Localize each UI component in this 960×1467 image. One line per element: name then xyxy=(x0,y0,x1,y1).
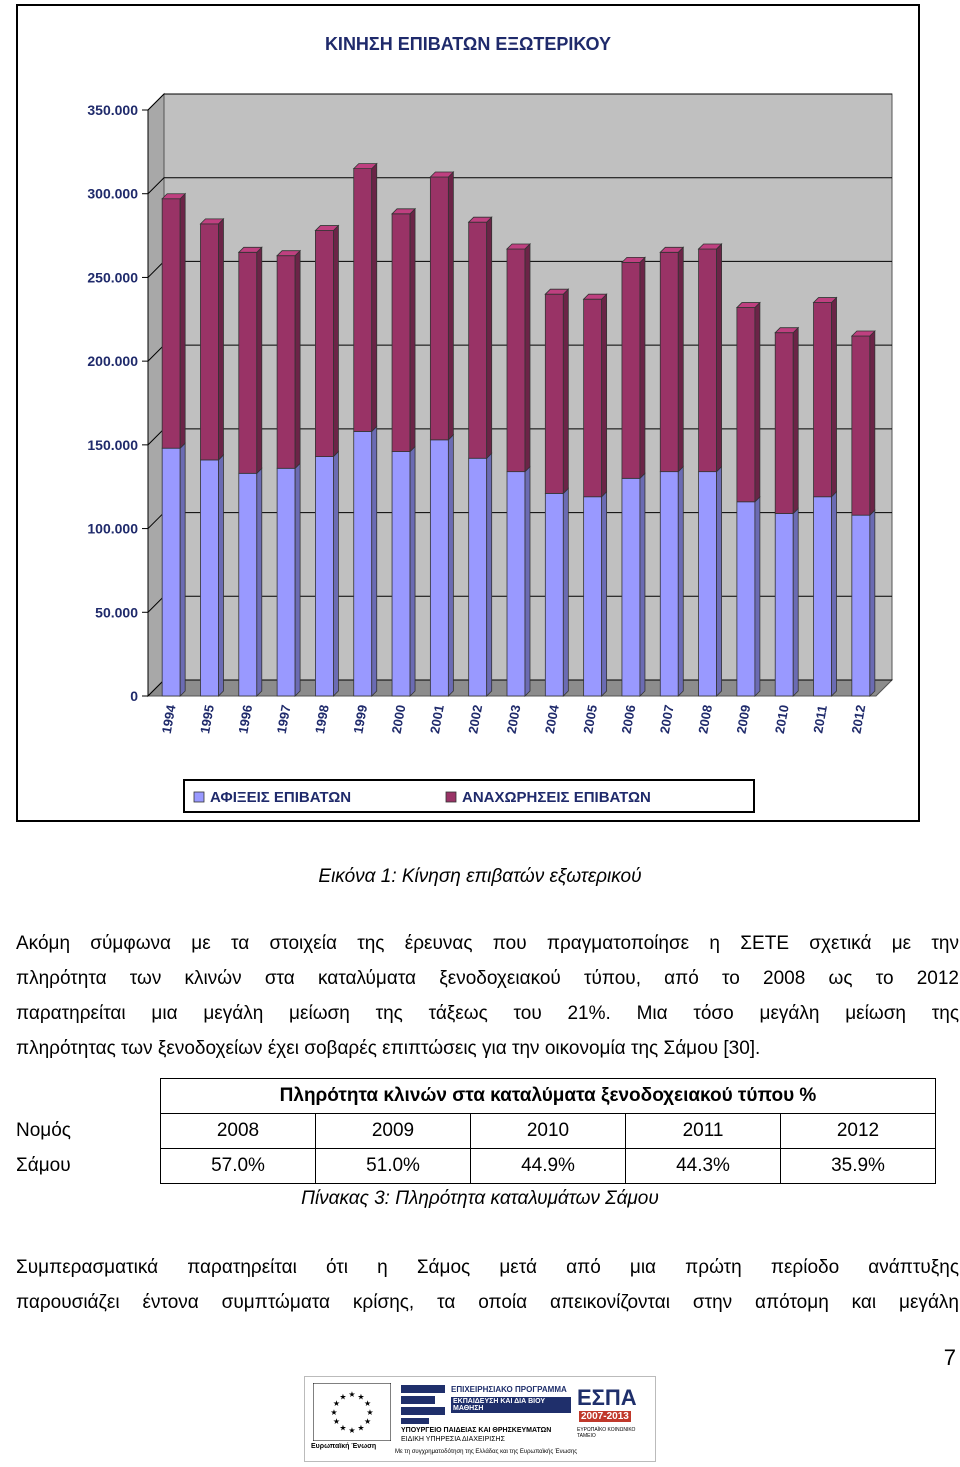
row-label-bottom: Σάμου xyxy=(16,1155,71,1176)
passenger-chart xyxy=(16,4,920,822)
eu-star-icon: ★ xyxy=(348,1390,356,1399)
bar-arrivals-side xyxy=(525,467,530,696)
x-tick-label: 2008 xyxy=(695,703,716,735)
bar-departures-side xyxy=(602,294,607,497)
chart-title: ΚΙΝΗΣΗ ΕΠΙΒΑΤΩΝ ΕΞΩΤΕΡΙΚΟΥ xyxy=(324,34,612,54)
x-tick-label: 2003 xyxy=(503,703,524,735)
bar-departures xyxy=(775,333,793,514)
bar-departures-side xyxy=(333,226,338,457)
value-cell: 44.9% xyxy=(471,1149,626,1184)
bar-arrivals-side xyxy=(793,509,798,696)
year-cell: 2012 xyxy=(781,1114,936,1149)
bar-arrivals xyxy=(622,478,640,696)
paragraph-line: πληρότητα των κλινών στα καταλύματα ξενοδοχειακού τύπου, από το 2008 ως το 2012 xyxy=(16,968,959,989)
program-emblem-icon xyxy=(401,1385,445,1425)
bar-arrivals xyxy=(315,457,333,696)
program-line1: ΕΠΙΧΕΙΡΗΣΙΑΚΟ ΠΡΟΓΡΑΜΜΑ xyxy=(451,1385,567,1394)
bar-arrivals-side xyxy=(257,468,262,696)
x-tick-label: 2010 xyxy=(771,703,792,735)
x-tick-label: 2009 xyxy=(733,703,754,735)
y-tick-label: 300.000 xyxy=(87,185,138,202)
value-cell: 44.3% xyxy=(626,1149,781,1184)
value-cell: 35.9% xyxy=(781,1149,936,1184)
eu-star-icon: ★ xyxy=(330,1408,338,1417)
table-title: Πληρότητα κλινών στα καταλύματα ξενοδοχειακού τύπου % xyxy=(161,1079,936,1114)
eu-star-icon: ★ xyxy=(332,1417,340,1426)
x-tick-label: 1996 xyxy=(235,703,256,735)
bar-arrivals-side xyxy=(640,473,645,696)
agency-name: ΕΙΔΙΚΗ ΥΠΗΡΕΣΙΑ ΔΙΑΧΕΙΡΙΣΗΣ xyxy=(401,1436,505,1443)
eu-star-icon: ★ xyxy=(339,1392,347,1402)
x-tick-label: 2012 xyxy=(848,703,869,735)
bar-departures xyxy=(545,294,563,493)
bar-departures xyxy=(699,249,717,472)
eu-star-icon: ★ xyxy=(357,1392,365,1402)
y-tick-label: 100.000 xyxy=(87,520,138,537)
table-caption: Πίνακας 3: Πληρότητα καταλυμάτων Σάμου xyxy=(301,1188,659,1209)
bar-departures-side xyxy=(218,219,223,460)
bar-arrivals-side xyxy=(372,426,377,696)
bar-departures xyxy=(507,249,525,472)
paragraph-conclusion xyxy=(16,1250,959,1320)
bar-arrivals-side xyxy=(755,497,760,696)
x-tick-label: 1995 xyxy=(197,703,217,735)
bar-arrivals xyxy=(354,431,372,696)
bar-departures-side xyxy=(870,331,875,515)
year-cell: 2009 xyxy=(316,1114,471,1149)
bar-arrivals xyxy=(430,440,448,696)
cofinance-text: Με τη συγχρηματοδότηση της Ελλάδας και της Ευρωπαϊκής Ένωσης xyxy=(395,1449,578,1455)
bar-departures xyxy=(814,303,832,497)
bar-arrivals-side xyxy=(180,443,185,696)
x-tick-label: 1999 xyxy=(350,703,371,735)
y-tick-label: 350.000 xyxy=(87,102,138,118)
bar-arrivals-side xyxy=(487,453,492,696)
bar-departures-side xyxy=(180,194,185,448)
bar-arrivals xyxy=(737,502,755,696)
chart-svg xyxy=(18,6,918,820)
x-tick-label: 2004 xyxy=(541,703,562,735)
bar-arrivals xyxy=(469,458,487,696)
espa-title: ΕΣΠΑ xyxy=(577,1385,637,1410)
bar-departures xyxy=(852,336,870,515)
bar-arrivals-side xyxy=(448,435,453,696)
bar-arrivals xyxy=(814,497,832,696)
paragraph-line: παρατηρείται μια μεγάλη μείωση της τάξεως του 21%. Μια τόσο μεγάλη μείωση της xyxy=(16,1003,959,1024)
bar-departures xyxy=(392,214,410,452)
bar-departures-side xyxy=(640,257,645,478)
eu-star-icon: ★ xyxy=(357,1423,365,1433)
bar-arrivals xyxy=(775,514,793,696)
program-logo xyxy=(401,1383,571,1443)
paragraph-occupancy xyxy=(16,926,959,1066)
y-tick-label: 0 xyxy=(130,688,138,704)
x-tick-label: 2011 xyxy=(810,704,830,735)
legend-label-departures: ΑΝΑΧΩΡΗΣΕΙΣ ΕΠΙΒΑΤΩΝ xyxy=(462,789,651,806)
year-cell: 2008 xyxy=(161,1114,316,1149)
bar-departures-side xyxy=(448,172,453,440)
bar-departures-side xyxy=(257,247,262,473)
bar-departures xyxy=(162,199,180,448)
x-tick-label: 2007 xyxy=(656,703,677,735)
x-tick-label: 1994 xyxy=(158,703,179,735)
bar-departures xyxy=(200,224,218,460)
bar-departures xyxy=(737,308,755,502)
occupancy-table xyxy=(4,1078,936,1184)
bar-arrivals-side xyxy=(295,463,300,696)
bar-departures xyxy=(469,222,487,458)
y-tick-label: 250.000 xyxy=(87,269,138,286)
eu-star-icon: ★ xyxy=(366,1408,374,1417)
bar-arrivals xyxy=(584,497,602,696)
bar-departures-side xyxy=(295,251,300,469)
year-cell: 2010 xyxy=(471,1114,626,1149)
bar-arrivals-side xyxy=(410,447,415,696)
paragraph-line: παρουσιάζει έντονα συμπτώματα κρίσης, τα οποία απεικονίζονται στην απότομη και μεγάλη xyxy=(16,1292,959,1313)
bar-arrivals-side xyxy=(218,455,223,696)
espa-years: 2007-2013 xyxy=(581,1411,629,1422)
bar-arrivals-side xyxy=(678,467,683,696)
x-tick-label: 2006 xyxy=(618,703,639,735)
bar-arrivals xyxy=(852,515,870,696)
page-number: 7 xyxy=(943,1345,956,1370)
legend-label-arrivals: ΑΦΙΞΕΙΣ ΕΠΙΒΑΤΩΝ xyxy=(210,789,352,806)
paragraph-line: Ακόμη σύμφωνα με τα στοιχεία της έρευνας που πραγματοποίησε η ΣΕΤΕ σχετικά με την xyxy=(16,933,959,954)
eu-star-icon: ★ xyxy=(339,1423,347,1433)
bar-departures-side xyxy=(410,209,415,452)
bar-departures-side xyxy=(678,247,683,471)
eu-star-icon: ★ xyxy=(364,1417,372,1426)
eu-star-icon: ★ xyxy=(332,1399,340,1408)
bar-arrivals xyxy=(200,460,218,696)
legend-swatch-arrivals xyxy=(194,792,204,802)
bar-departures-side xyxy=(793,328,798,514)
bar-arrivals xyxy=(239,473,257,696)
bar-departures xyxy=(622,262,640,478)
x-tick-label: 2001 xyxy=(427,703,447,735)
bar-arrivals-side xyxy=(717,467,722,696)
bar-departures-side xyxy=(487,217,492,458)
bar-departures-side xyxy=(832,298,837,497)
bar-arrivals xyxy=(507,472,525,696)
eu-star-icon: ★ xyxy=(348,1426,356,1435)
bar-departures xyxy=(430,177,448,440)
paragraph-line: Συμπερασματικά παρατηρείται ότι η Σάμος μετά από μια πρώτη περίοδο ανάπτυξης xyxy=(16,1257,959,1278)
eu-label: Ευρωπαϊκή Ένωση xyxy=(311,1443,377,1450)
x-tick-label: 1997 xyxy=(273,703,294,735)
year-cell: 2011 xyxy=(626,1114,781,1149)
bar-departures-side xyxy=(372,164,377,432)
bar-arrivals-side xyxy=(602,492,607,696)
bar-arrivals-side xyxy=(832,492,837,696)
bar-arrivals xyxy=(277,468,295,696)
bar-departures-side xyxy=(525,244,530,472)
legend-swatch-departures xyxy=(446,792,456,802)
bar-departures xyxy=(315,231,333,457)
bar-arrivals xyxy=(545,493,563,696)
value-cell: 51.0% xyxy=(316,1149,471,1184)
plot-side-wall xyxy=(148,94,164,696)
espa-sub: ΕΥΡΩΠΑΪΚΟ ΚΟΙΝΩΝΙΚΟ ΤΑΜΕΙΟ xyxy=(577,1427,636,1439)
bar-departures xyxy=(354,169,372,432)
bar-departures-side xyxy=(563,289,568,493)
row-label-top: Νομός xyxy=(16,1120,71,1141)
bar-departures xyxy=(660,252,678,471)
bar-arrivals xyxy=(162,448,180,696)
y-tick-label: 150.000 xyxy=(87,436,138,453)
program-line2: ΕΚΠΑΙΔΕΥΣΗ ΚΑΙ ΔΙΑ ΒΙΟΥ ΜΑΘΗΣΗ xyxy=(451,1397,571,1413)
figure-caption: Εικόνα 1: Κίνηση επιβατών εξωτερικού xyxy=(318,866,642,887)
eu-flag-icon xyxy=(313,1383,391,1441)
espa-logo xyxy=(577,1383,653,1445)
bar-departures-side xyxy=(717,244,722,472)
y-tick-label: 50.000 xyxy=(95,604,138,621)
x-tick-label: 2000 xyxy=(388,703,409,735)
paragraph-line: πληρότητας των ξενοδοχείων έχει σοβαρές επιπτώσεις για την οικονομία της Σάμου [30]. xyxy=(16,1038,761,1059)
x-tick-label: 2005 xyxy=(580,703,601,735)
y-tick-label: 200.000 xyxy=(87,353,138,370)
ministry-name: ΥΠΟΥΡΓΕΙΟ ΠΑΙΔΕΙΑΣ ΚΑΙ ΘΡΗΣΚΕΥΜΑΤΩΝ xyxy=(401,1427,552,1434)
bar-arrivals-side xyxy=(870,510,875,696)
bar-departures xyxy=(584,299,602,497)
bar-arrivals xyxy=(392,452,410,696)
bar-arrivals-side xyxy=(563,488,568,696)
bar-arrivals xyxy=(699,472,717,696)
bar-arrivals xyxy=(660,472,678,696)
x-tick-label: 1998 xyxy=(312,703,332,735)
bar-departures-side xyxy=(755,303,760,502)
eu-star-icon: ★ xyxy=(364,1399,372,1408)
bar-arrivals-side xyxy=(333,452,338,696)
footer-logos xyxy=(304,1376,656,1462)
bar-departures xyxy=(239,252,257,473)
bar-departures xyxy=(277,256,295,469)
x-tick-label: 2002 xyxy=(465,703,486,735)
value-cell: 57.0% xyxy=(161,1149,316,1184)
